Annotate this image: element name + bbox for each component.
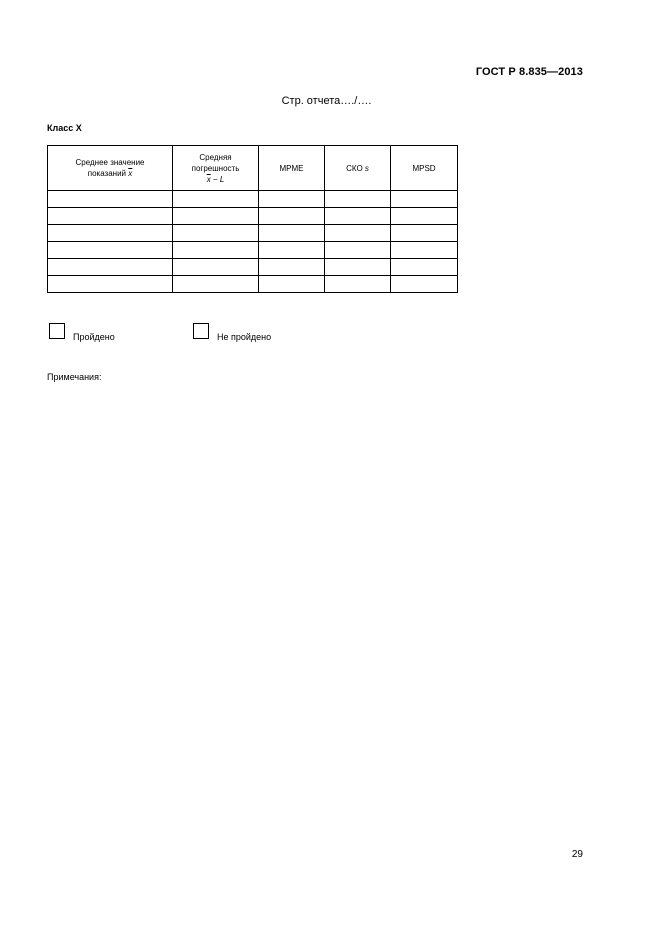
table-cell[interactable] (259, 276, 325, 293)
column-header-mpme: MPME (259, 146, 325, 191)
table-cell[interactable] (173, 259, 259, 276)
header-line (173, 174, 258, 185)
header-line: погрешность (191, 163, 240, 173)
table-cell[interactable] (48, 242, 173, 259)
header-text: СКО (346, 163, 363, 173)
table-header-row (48, 146, 458, 191)
table-row (48, 276, 458, 293)
header-symbol: $\overline{x}$ (128, 169, 133, 178)
table-cell[interactable] (48, 276, 173, 293)
table-cell[interactable] (391, 259, 458, 276)
table-cell[interactable] (325, 259, 391, 276)
table-cell[interactable] (325, 225, 391, 242)
passed-label: Пройдено (73, 332, 115, 342)
table-cell[interactable] (325, 208, 391, 225)
table-cell[interactable] (173, 208, 259, 225)
page-number: 29 (571, 849, 583, 860)
table-cell[interactable] (391, 225, 458, 242)
header-line: Среднее значение (75, 158, 145, 167)
column-header-sko (325, 146, 391, 191)
column-header-mean-error (173, 146, 259, 191)
table-cell[interactable] (48, 225, 173, 242)
table-row (48, 208, 458, 225)
table-cell[interactable] (173, 225, 259, 242)
table-cell[interactable] (259, 242, 325, 259)
table-cell[interactable] (173, 276, 259, 293)
header-line (48, 168, 172, 179)
header-symbol: $\overline{x}$ (206, 174, 211, 184)
table-cell[interactable] (325, 276, 391, 293)
notes-label: Примечания: (47, 372, 102, 382)
table-row (48, 259, 458, 276)
table-cell[interactable] (259, 208, 325, 225)
table-cell[interactable] (259, 225, 325, 242)
header-line: Средняя (199, 152, 232, 162)
header-symbol: s (364, 163, 369, 173)
document-code: ГОСТ Р 8.835—2013 (475, 66, 583, 78)
table-cell[interactable] (391, 208, 458, 225)
table-cell[interactable] (48, 191, 173, 208)
failed-checkbox[interactable] (193, 323, 209, 339)
passed-checkbox[interactable] (49, 323, 65, 339)
table-row (48, 225, 458, 242)
report-page-line (0, 95, 661, 107)
column-header-mean-reading (48, 146, 173, 191)
table-cell[interactable] (391, 276, 458, 293)
table-cell[interactable] (48, 208, 173, 225)
table-cell[interactable] (325, 191, 391, 208)
table-cell[interactable] (48, 259, 173, 276)
report-page-text: Стр. отчета…./…. (281, 95, 372, 107)
header-symbol-suffix: − L (210, 174, 225, 184)
table-cell[interactable] (173, 191, 259, 208)
column-header-mpsd: MPSD (391, 146, 458, 191)
table-cell[interactable] (259, 259, 325, 276)
table-cell[interactable] (391, 242, 458, 259)
table-cell[interactable] (391, 191, 458, 208)
class-label: Класс Х (47, 123, 82, 133)
table-cell[interactable] (259, 191, 325, 208)
table-row (48, 191, 458, 208)
table-cell[interactable] (173, 242, 259, 259)
header-text: показаний (87, 169, 127, 178)
failed-label: Не пройдено (217, 332, 272, 342)
table-row (48, 242, 458, 259)
table-cell[interactable] (325, 242, 391, 259)
results-table (47, 145, 458, 293)
